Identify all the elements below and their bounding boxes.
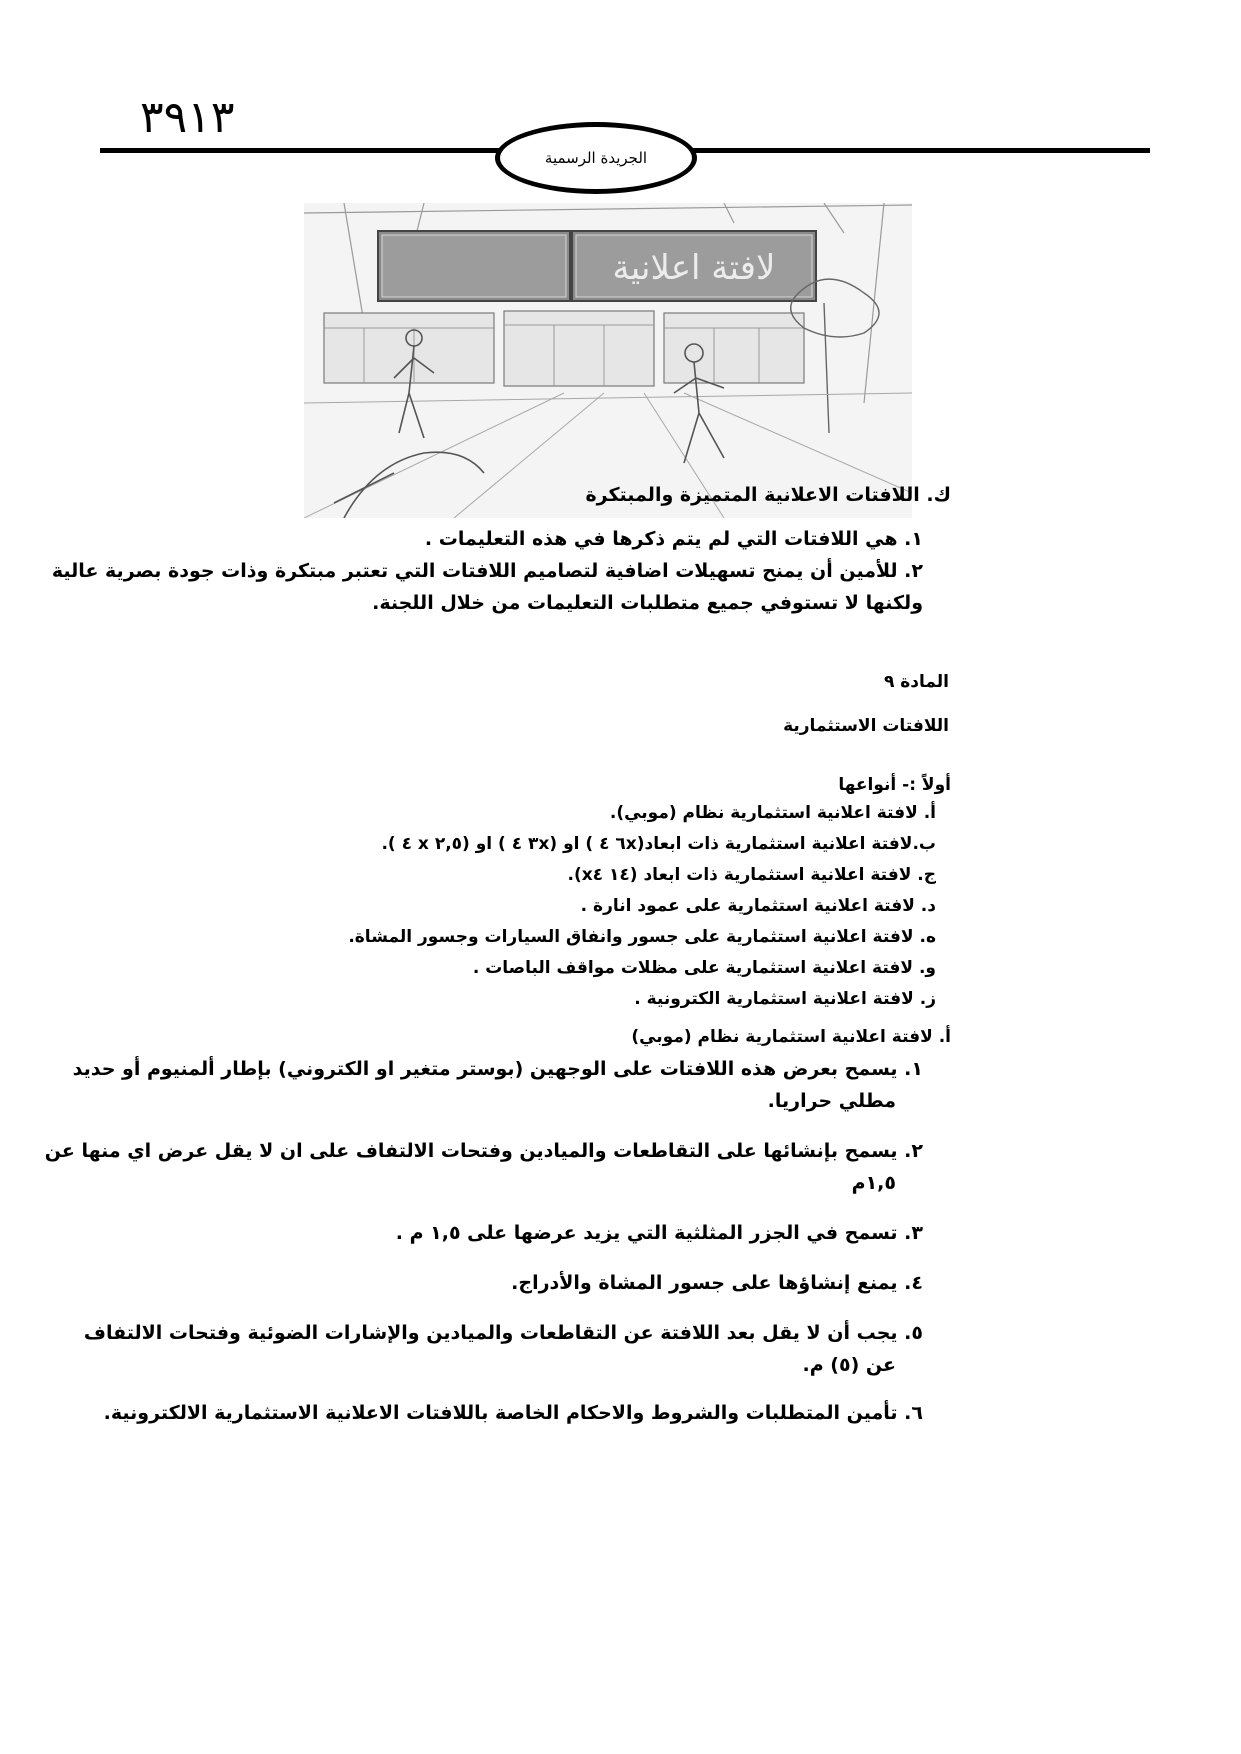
gazette-title-oval [495, 122, 697, 194]
mobi-item-2: ٢. يسمح بإنشائها على التقاطعات والميادين وفتحات الالتفاف على ان لا يقل عرض اي منها عن [44, 1140, 923, 1162]
sign-text: لافتة اعلانية [612, 248, 776, 288]
mobi-item-3: ٣. تسمح في الجزر المثلثية التي يزيد عرضها على ١,٥ م . [395, 1222, 923, 1244]
mobi-item-4: ٤. يمنع إنشاؤها على جسور المشاة والأدراج. [511, 1272, 923, 1294]
mobi-heading: أ. لافتة اعلانية استثمارية نظام (موبي) [631, 1027, 951, 1047]
types-item-g: ز. لافتة اعلانية استثمارية الكترونية . [634, 989, 936, 1009]
mobi-item-6: ٦. تأمين المتطلبات والشروط والاحكام الخاصة باللافتات الاعلانية الاستثمارية الالكترونية. [103, 1402, 923, 1424]
types-item-e: ه. لافتة اعلانية استثمارية على جسور وانفاق السيارات وجسور المشاة. [348, 927, 936, 947]
article-subtitle: اللافتات الاستثمارية [783, 716, 949, 736]
section-k-item-2: ٢. للأمين أن يمنح تسهيلات اضافية لتصاميم اللافتات التي تعتبر مبتكرة وذات جودة بصرية عالية [51, 560, 923, 582]
types-item-b: ب.لافتة اعلانية استثمارية ذات ابعاد(٦x ٤ ) او (٣x ٤ ) او (٢,٥ x ٤ ). [381, 834, 936, 854]
article-title: المادة ٩ [883, 672, 949, 692]
mobi-item-2-cont: ١,٥م [851, 1172, 896, 1194]
section-k-item-1: ١. هي اللافتات التي لم يتم ذكرها في هذه التعليمات . [424, 528, 923, 550]
types-heading: أولاً :- أنواعها [838, 775, 951, 795]
mobi-item-1-cont: مطلي حراريا. [767, 1090, 896, 1112]
gazette-title: الجريدة الرسمية [544, 149, 648, 167]
mobi-item-5-cont: عن (٥) م. [802, 1354, 896, 1376]
mobi-item-1: ١. يسمح بعرض هذه اللافتات على الوجهين (بوستر متغير او الكتروني) بإطار ألمنيوم أو حديد [72, 1058, 923, 1080]
types-item-d: د. لافتة اعلانية استثمارية على عمود انارة . [580, 896, 936, 916]
types-item-f: و. لافتة اعلانية استثمارية على مظلات مواقف الباصات . [472, 958, 936, 978]
billboard-illustration [304, 203, 912, 518]
types-item-a: أ. لافتة اعلانية استثمارية نظام (موبي). [609, 803, 936, 823]
section-k-item-2-cont: ولكنها لا تستوفي جميع متطلبات التعليمات من خلال اللجنة. [372, 592, 923, 614]
section-k-heading: ك. اللافتات الاعلانية المتميزة والمبتكرة [585, 484, 951, 506]
page-number: ٣٩١٣ [140, 92, 235, 143]
types-item-c: ج. لافتة اعلانية استثمارية ذات ابعاد (١٤ x٤). [567, 865, 936, 885]
mobi-item-5: ٥. يجب أن لا يقل بعد اللافتة عن التقاطعات والميادين والإشارات الضوئية وفتحات الالتفاف [83, 1322, 923, 1344]
